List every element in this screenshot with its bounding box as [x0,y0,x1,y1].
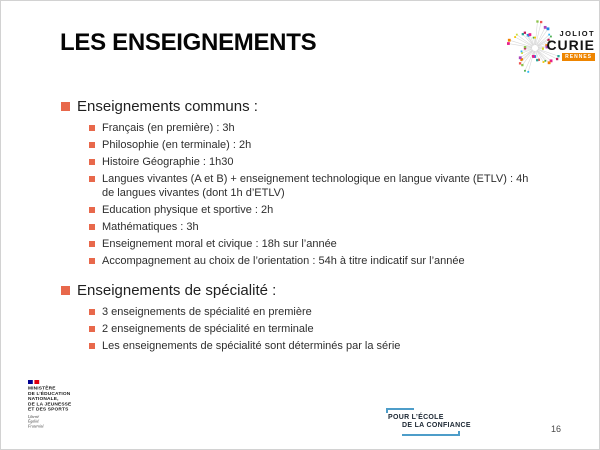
list-item [89,237,539,251]
campaign-line2: DE LA CONFIANCE [402,422,471,429]
bullet-square-icon [89,142,95,148]
list-item [89,138,539,152]
list-item [89,322,539,336]
bullet-square-icon [89,326,95,332]
section-heading-label: Enseignements de spécialité : [77,282,277,299]
list-item [89,254,539,268]
section-items [89,121,539,268]
list-item [89,121,539,135]
page-title: LES ENSEIGNEMENTS [60,29,317,56]
bracket-bottom-icon [402,431,460,436]
list-item [89,305,539,319]
list-item-label: Mathématiques : 3h [102,221,199,233]
list-item-label: Langues vivantes (A et B) + enseignement technologique en langue vivante (ETLV) : 4h de langues vivantes (dont 1h d’ETLV) [102,173,529,199]
school-logo [502,9,595,81]
list-item-label: Histoire Géographie : 1h30 [102,156,234,168]
bullet-square-icon [89,224,95,230]
list-item [89,339,539,353]
campaign-logo [388,408,471,436]
campaign-line1: POUR L’ÉCOLE [388,414,444,421]
list-item-label: 2 enseignements de spécialité en terminale [102,323,314,335]
logo-joliot-label: JOLIOT [559,29,595,38]
french-flag-icon [28,380,71,384]
section-0 [61,97,539,268]
bullet-square-icon [89,207,95,213]
logo-rennes-badge: RENNES [562,53,595,61]
ministry-logo [28,380,82,442]
list-item-label: Français (en première) : 3h [102,122,235,134]
ministry-motto: Liberté Égalité Fraternité [28,414,44,428]
bullet-square-icon [89,258,95,264]
section-heading [61,281,539,300]
list-item-label: Education physique et sportive : 2h [102,204,274,216]
list-item-label: 3 enseignements de spécialité en première [102,306,312,318]
ministry-name: MINISTÈRE DE L’ÉDUCATION NATIONALE, DE LA JEUNESSE ET DES SPORTS [28,385,72,412]
bullet-square-icon [61,286,70,295]
list-item [89,155,539,169]
list-item [89,220,539,234]
bullet-square-icon [89,343,95,349]
section-heading-label: Enseignements communs : [77,98,258,115]
section-items [89,305,539,353]
logo-curie-label: CURIE [546,37,595,53]
bullet-square-icon [89,309,95,315]
bracket-top-icon [386,408,414,413]
bullet-square-icon [89,176,95,182]
section-heading [61,97,539,116]
list-item [89,203,539,217]
school-logo-text [546,9,595,61]
bullet-square-icon [89,241,95,247]
list-item-label: Enseignement moral et civique : 18h sur l’année [102,238,337,250]
slide-content [61,97,539,356]
bullet-square-icon [89,159,95,165]
bullet-square-icon [61,102,70,111]
list-item-label: Les enseignements de spécialité sont déterminés par la série [102,340,401,352]
page-number: 16 [550,424,561,434]
bullet-square-icon [89,125,95,131]
list-item-label: Accompagnement au choix de l’orientation : 54h à titre indicatif sur l’année [102,255,465,267]
list-item [89,172,539,200]
section-1 [61,281,539,353]
list-item-label: Philosophie (en terminale) : 2h [102,139,252,151]
